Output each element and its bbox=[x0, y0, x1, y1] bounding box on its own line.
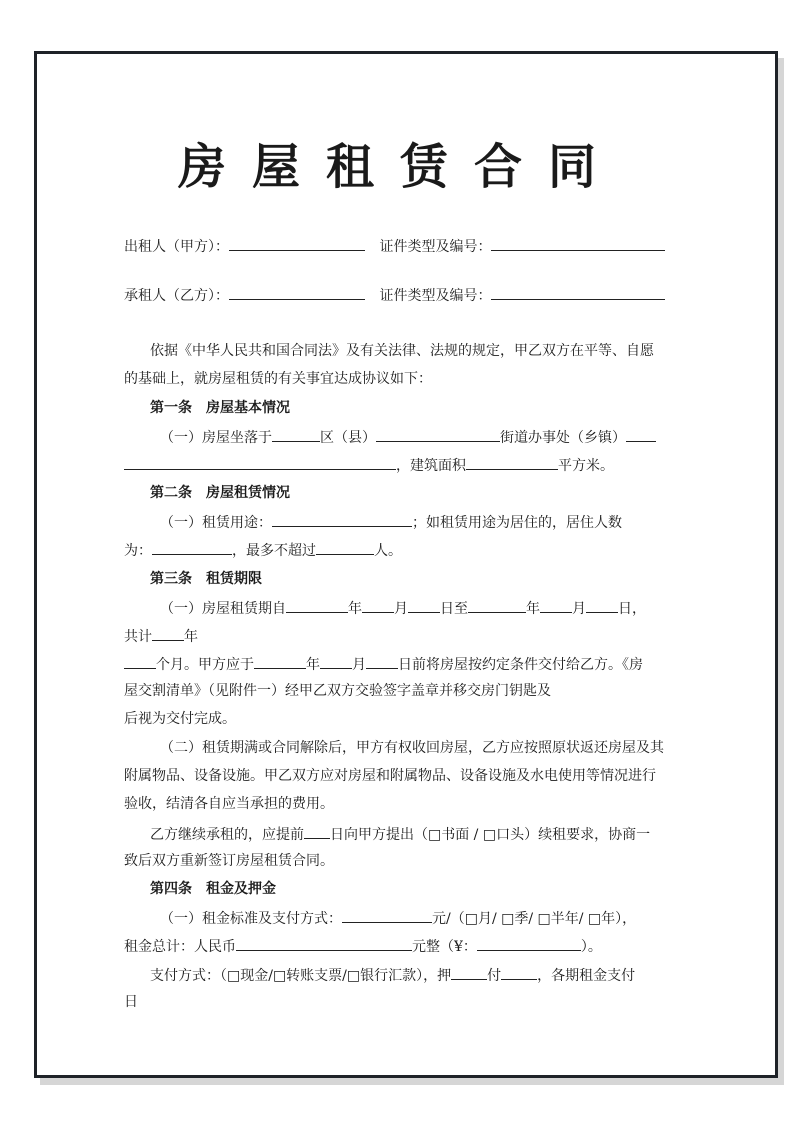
art2-text-c: 为： bbox=[124, 543, 152, 559]
art3-p3-text-b: 日向甲方提出（□书面 / □口头）续租要求，协商一 bbox=[330, 827, 651, 843]
art3-year-label-3: 年 bbox=[306, 657, 320, 673]
art3-year-label-2: 年 bbox=[526, 601, 540, 617]
art3-daybefore-label: 日前将房屋按约定条件交付给乙方。《房 bbox=[398, 657, 643, 673]
art4-text-c: 租金总计：人民币 bbox=[124, 939, 236, 955]
article-3-p2-line2: 附属物品、设备设施。甲乙双方应对房屋和附属物品、设备设施及水电使用等情况进行 bbox=[124, 768, 656, 784]
art3-text-a: （一）房屋租赁期自 bbox=[160, 601, 286, 617]
lessee-label: 承租人（乙方）： bbox=[124, 288, 229, 304]
art4-text-e: ）。 bbox=[580, 939, 602, 955]
contract-title: 房屋租赁合同 bbox=[177, 139, 622, 195]
art2-text-d: ，最多不超过 bbox=[232, 543, 316, 559]
art2-text-b: ；如租赁用途为居住的，居住人数 bbox=[412, 515, 622, 531]
article-1-heading: 第一条 房屋基本情况 bbox=[150, 400, 290, 416]
article-2-heading: 第二条 房屋租赁情况 bbox=[150, 485, 290, 501]
art1-text-d: ，建筑面积 bbox=[396, 458, 466, 474]
art3-month-label-2: 月 bbox=[572, 601, 586, 617]
art1-text-e: 平方米。 bbox=[558, 458, 614, 474]
art3-month-label: 月 bbox=[394, 601, 408, 617]
article-4-heading: 第四条 租金及押金 bbox=[150, 881, 276, 897]
page-border bbox=[34, 51, 778, 1078]
lessor-id-label: 证件类型及编号： bbox=[379, 239, 492, 255]
intro-line-1: 依据《中华人民共和国合同法》及有关法律、法规的规定，甲乙双方在平等、自愿 bbox=[150, 343, 654, 359]
art4-text-a: （一）租金标准及支付方式： bbox=[160, 911, 342, 927]
art3-total-label: 共计 bbox=[124, 629, 152, 645]
art4-text-d: 元整（¥： bbox=[412, 939, 477, 955]
art3-p3-text-a: 乙方继续承租的，应提前 bbox=[150, 827, 304, 843]
art4-text-g: 付 bbox=[487, 968, 502, 984]
art1-text-c: 街道办事处（乡镇） bbox=[500, 430, 626, 446]
intro-line-2: 的基础上，就房屋租赁的有关事宜达成协议如下： bbox=[124, 371, 432, 387]
art3-dayto-label: 日至 bbox=[440, 601, 468, 617]
art3-month-label-3: 月 bbox=[352, 657, 366, 673]
article-3-p3-line2: 致后双方重新签订房屋租赁合同。 bbox=[124, 853, 334, 869]
article-3-p1-line5: 后视为交付完成。 bbox=[124, 711, 236, 727]
lessor-label: 出租人（甲方）： bbox=[124, 239, 229, 255]
art4-text-b: 元/（□月/ □季/ □半年/ □年）， bbox=[432, 911, 637, 927]
art1-text-a: （一）房屋坐落于 bbox=[160, 430, 272, 446]
art2-text-a: （一）租赁用途： bbox=[160, 515, 272, 531]
art1-text-b: 区（县） bbox=[320, 430, 376, 446]
article-4-p3-line2: 日 bbox=[124, 994, 138, 1010]
article-3-p1-line4: 屋交割清单》（见附件一）经甲乙双方交验签字盖章并移交房门钥匙及 bbox=[124, 683, 551, 699]
art4-text-f: 支付方式：（□现金/□转账支票/□银行汇款），押 bbox=[150, 968, 452, 984]
art2-text-e: 人。 bbox=[374, 543, 402, 559]
lessee-id-label: 证件类型及编号： bbox=[379, 288, 492, 304]
art3-months-label: 个月。甲方应于 bbox=[156, 657, 254, 673]
article-3-heading: 第三条 租赁期限 bbox=[150, 571, 262, 587]
art4-text-h: ，各期租金支付 bbox=[537, 968, 636, 984]
art3-day-label: 日， bbox=[618, 601, 646, 617]
art3-year2-label: 年 bbox=[184, 629, 198, 645]
art3-year-label: 年 bbox=[348, 601, 362, 617]
article-3-p2-line3: 验收，结清各自应当承担的费用。 bbox=[124, 796, 334, 812]
article-3-p2-line1: （二）租赁期满或合同解除后，甲方有权收回房屋，乙方应按照原状返还房屋及其 bbox=[160, 740, 664, 756]
